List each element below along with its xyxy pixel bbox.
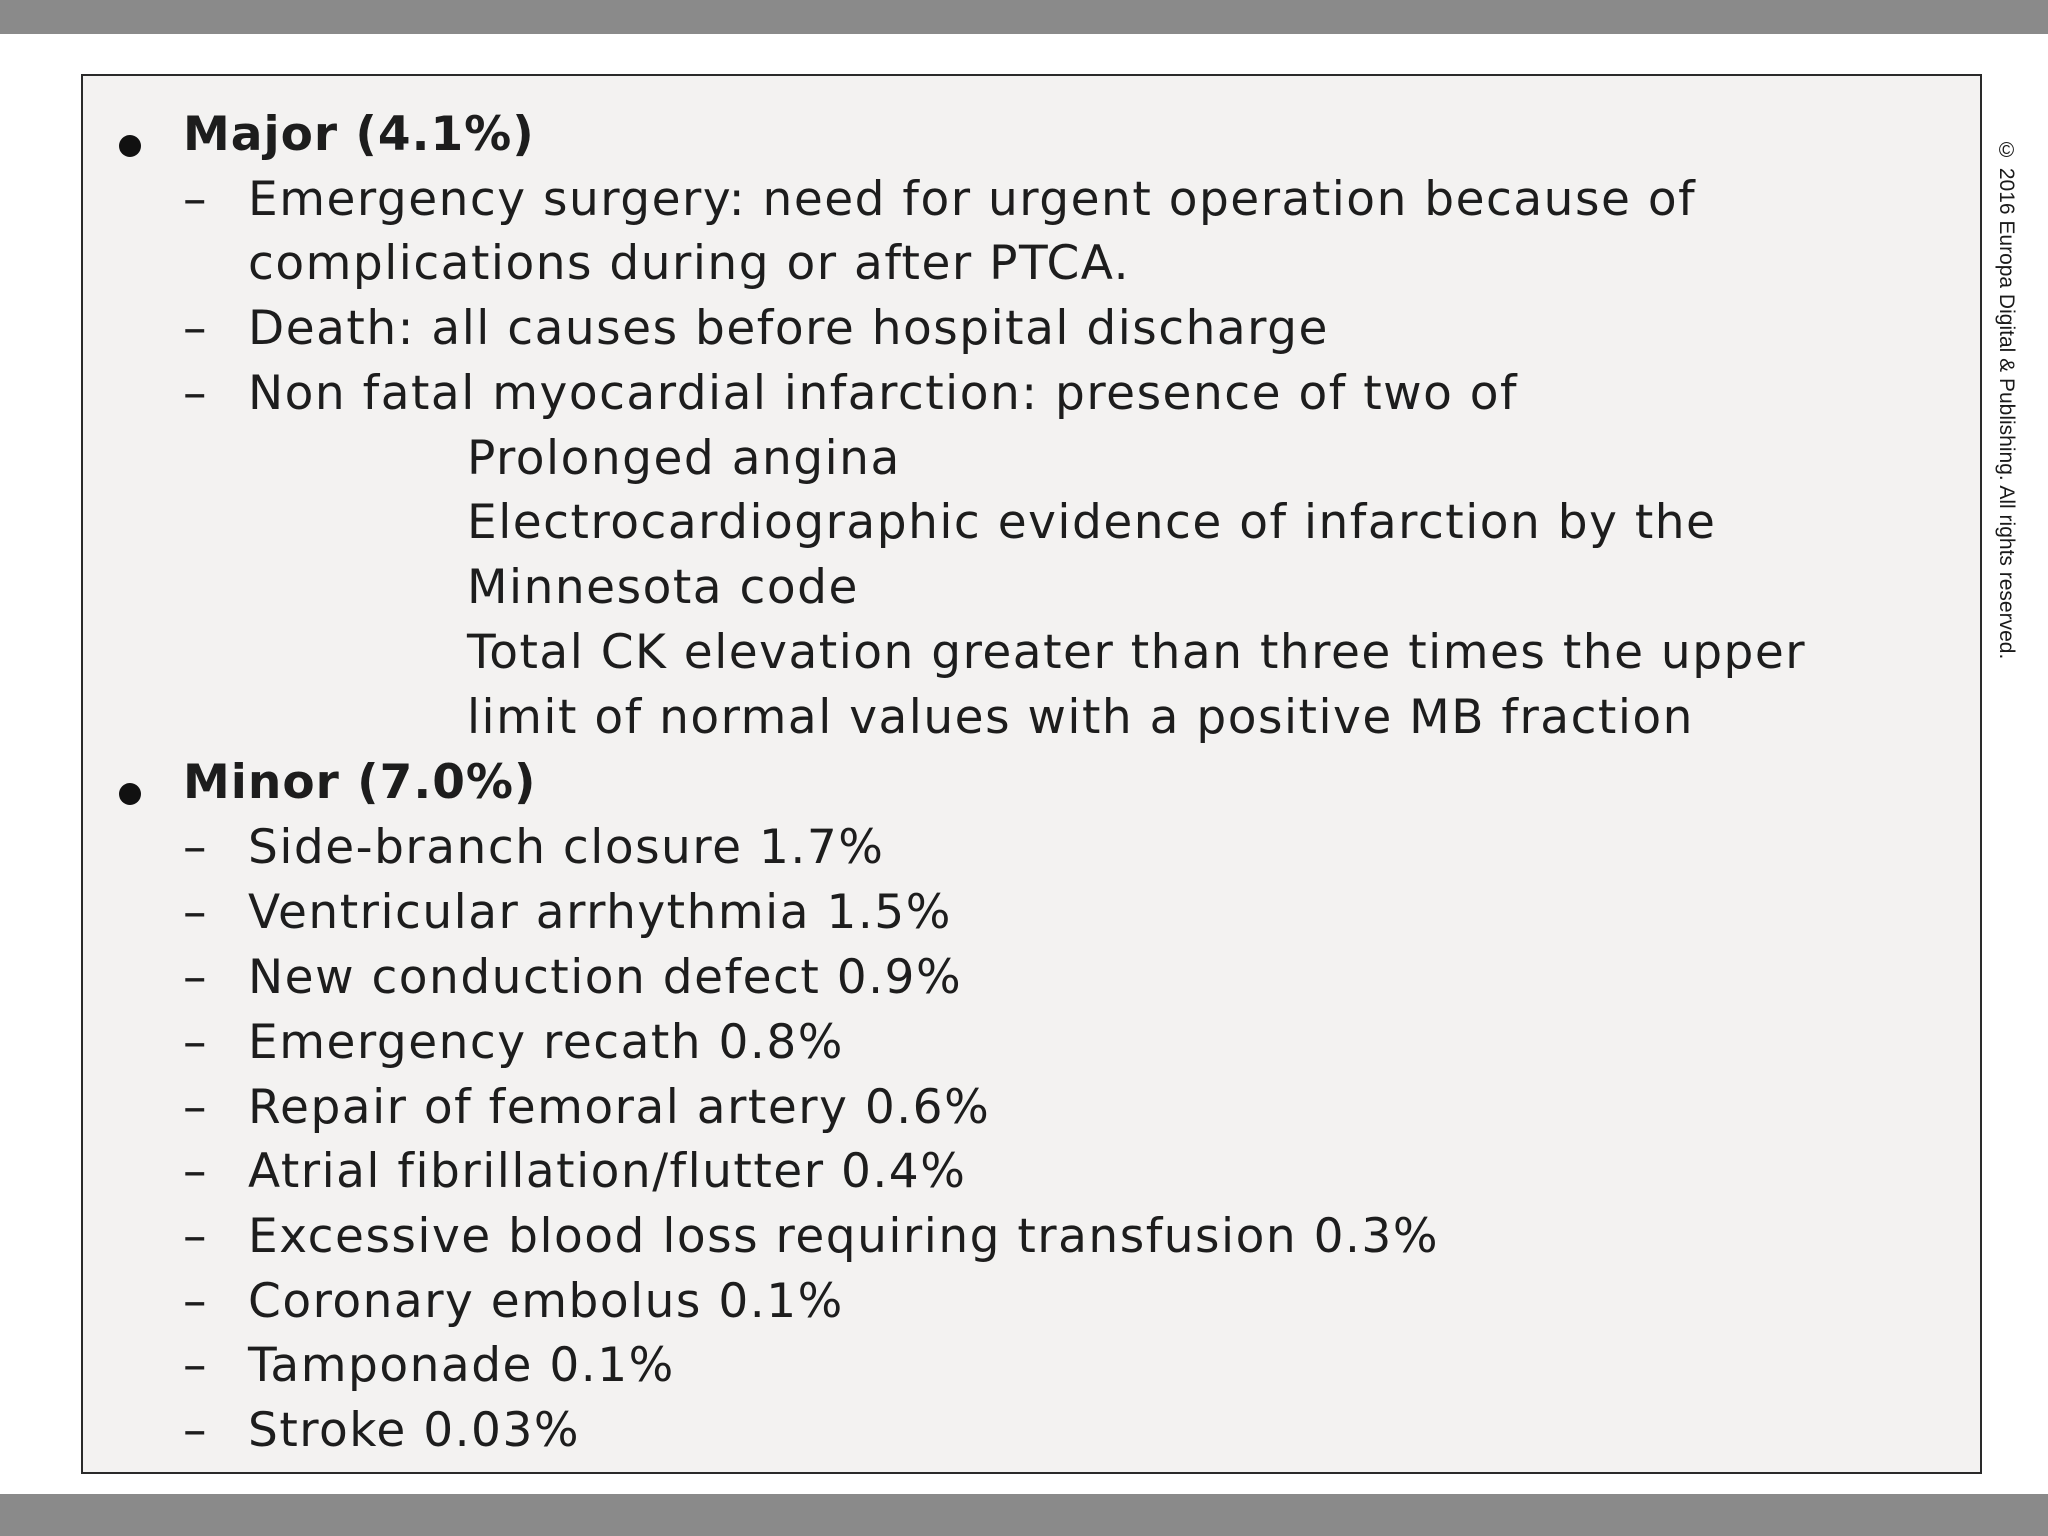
minor-item-9: Tamponade 0.1% xyxy=(248,1338,675,1393)
major-item-1-dash: – xyxy=(183,172,207,227)
major-item-1-line-2: complications during or after PTCA. xyxy=(248,236,1131,291)
bullet-minor xyxy=(119,783,141,805)
slide-sheet xyxy=(0,34,2048,1494)
minor-item-6: Atrial fibrillation/flutter 0.4% xyxy=(248,1144,967,1199)
mi-criterion-2-line-2: Minnesota code xyxy=(467,560,859,615)
minor-item-6-dash: – xyxy=(183,1144,207,1199)
minor-item-3: New conduction defect 0.9% xyxy=(248,950,963,1005)
minor-item-2-dash: – xyxy=(183,885,207,940)
mi-criterion-3-line-2: limit of normal values with a positive MB fraction xyxy=(467,690,1694,745)
minor-heading: Minor (7.0%) xyxy=(183,755,537,810)
minor-item-1: Side-branch closure 1.7% xyxy=(248,820,885,875)
bullet-major xyxy=(119,135,141,157)
top-frame-bar xyxy=(0,0,2048,34)
mi-criterion-1: Prolonged angina xyxy=(467,431,901,486)
mi-criterion-3-line-1: Total CK elevation greater than three times the upper xyxy=(467,625,1807,680)
minor-item-10-dash: – xyxy=(183,1403,207,1458)
major-item-2-line-1: Death: all causes before hospital discharge xyxy=(248,301,1329,356)
minor-item-9-dash: – xyxy=(183,1338,207,1393)
minor-item-10: Stroke 0.03% xyxy=(248,1403,581,1458)
minor-item-4: Emergency recath 0.8% xyxy=(248,1015,844,1070)
content-panel xyxy=(81,74,1982,1474)
minor-item-3-dash: – xyxy=(183,950,207,1005)
copyright-notice: © 2016 Europa Digital & Publishing. All rights reserved. xyxy=(1995,139,2018,660)
minor-item-7: Excessive blood loss requiring transfusion 0.3% xyxy=(248,1209,1439,1264)
bottom-frame-bar xyxy=(0,1494,2048,1536)
major-item-3-line-1: Non fatal myocardial infarction: presence of two of xyxy=(248,366,1519,421)
major-item-1-line-1: Emergency surgery: need for urgent operation because of xyxy=(248,172,1697,227)
major-item-2-dash: – xyxy=(183,301,207,356)
major-item-3-dash: – xyxy=(183,366,207,421)
major-heading: Major (4.1%) xyxy=(183,107,535,162)
minor-item-8-dash: – xyxy=(183,1274,207,1329)
minor-item-2: Ventricular arrhythmia 1.5% xyxy=(248,885,952,940)
minor-item-5-dash: – xyxy=(183,1080,207,1135)
minor-item-5: Repair of femoral artery 0.6% xyxy=(248,1080,991,1135)
mi-criterion-2-line-1: Electrocardiographic evidence of infarction by the xyxy=(467,495,1717,550)
minor-item-4-dash: – xyxy=(183,1015,207,1070)
minor-item-1-dash: – xyxy=(183,820,207,875)
top-frame-gap xyxy=(70,34,1995,42)
minor-item-7-dash: – xyxy=(183,1209,207,1264)
minor-item-8: Coronary embolus 0.1% xyxy=(248,1274,844,1329)
